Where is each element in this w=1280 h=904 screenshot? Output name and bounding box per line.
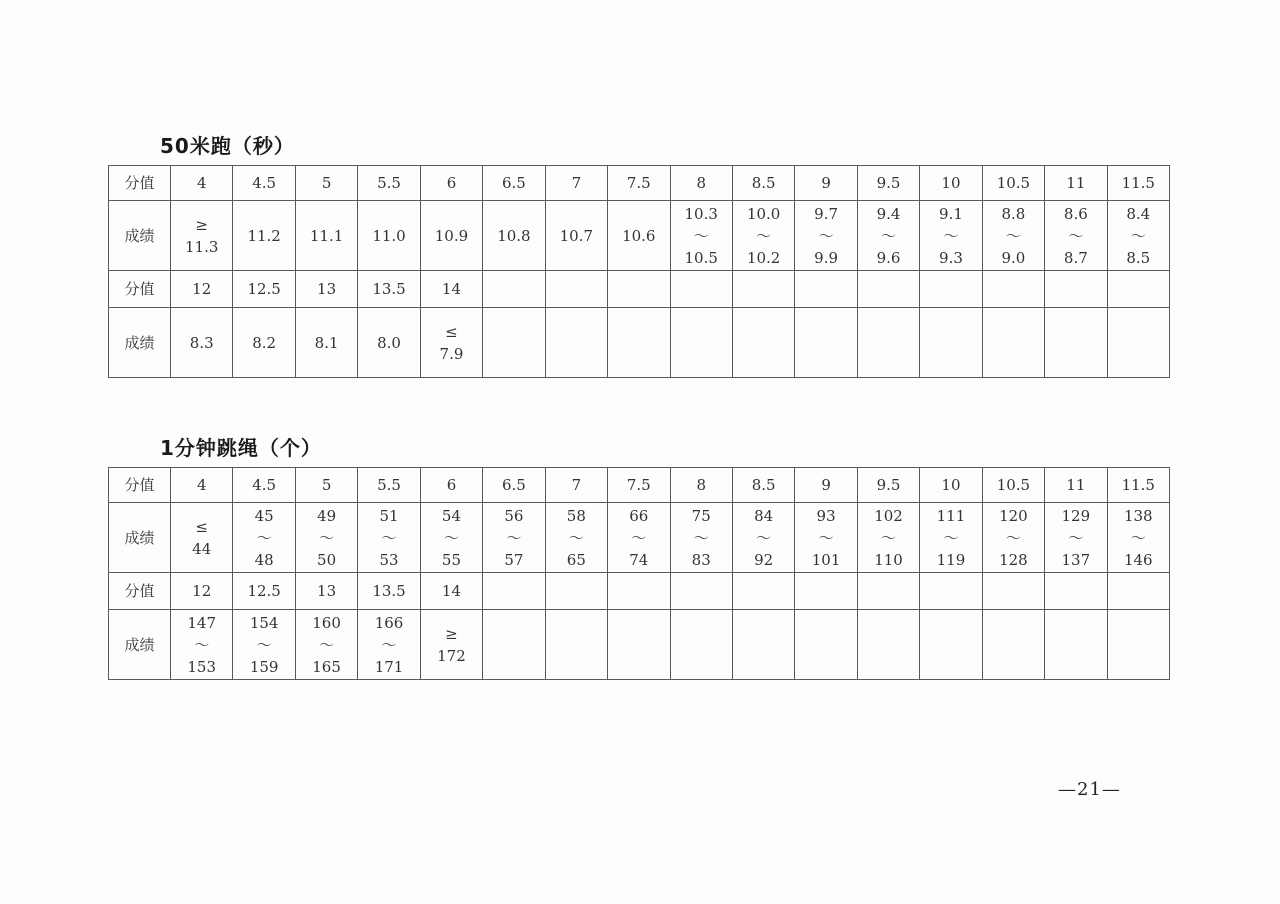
score-cell: 12.5 [233,271,295,308]
section-title-1min-rope-skipping: 1分钟跳绳（个） [160,436,322,460]
result-cell: 93 ～ 101 [795,503,857,573]
result-cell: 11.0 [358,201,420,271]
score-cell: 12.5 [233,573,295,610]
score-cell: 10.5 [982,166,1044,201]
score-cell [732,271,794,308]
score-cell: 11.5 [1107,468,1169,503]
result-cell [1045,610,1107,680]
score-cell [795,573,857,610]
score-cell: 8.5 [732,468,794,503]
row-label-result: 成绩 [109,201,171,271]
score-cell: 12 [171,573,233,610]
section-title-50m-run: 50米跑（秒） [160,134,295,158]
result-cell: 10.0 ～ 10.2 [732,201,794,271]
score-row [109,573,1170,610]
score-cell: 14 [420,573,482,610]
result-cell: 166 ～ 171 [358,610,420,680]
result-cell [982,308,1044,378]
result-cell: 154 ～ 159 [233,610,295,680]
result-row [109,503,1170,573]
score-cell: 9 [795,468,857,503]
score-cell: 8 [670,166,732,201]
result-cell [608,610,670,680]
result-cell [1107,610,1169,680]
result-cell: 160 ～ 165 [295,610,357,680]
score-cell [545,573,607,610]
result-cell: 8.0 [358,308,420,378]
result-cell [732,308,794,378]
score-cell [1107,573,1169,610]
score-cell [857,271,919,308]
score-row [109,468,1170,503]
result-cell: ≥ 172 [420,610,482,680]
result-cell [545,610,607,680]
result-cell: 66 ～ 74 [608,503,670,573]
result-cell [1045,308,1107,378]
score-cell: 13.5 [358,271,420,308]
score-cell [670,271,732,308]
score-cell [545,271,607,308]
score-cell [795,271,857,308]
result-cell: 84 ～ 92 [732,503,794,573]
result-cell: 11.2 [233,201,295,271]
result-cell: 49 ～ 50 [295,503,357,573]
score-cell: 9.5 [857,166,919,201]
score-cell [920,573,982,610]
result-cell: ≥ 11.3 [171,201,233,271]
score-cell: 11 [1045,468,1107,503]
score-cell [483,271,545,308]
result-cell: 102 ～ 110 [857,503,919,573]
score-cell: 4.5 [233,468,295,503]
row-label-score: 分值 [109,271,171,308]
row-label-result: 成绩 [109,610,171,680]
row-label-score: 分值 [109,573,171,610]
result-cell [982,610,1044,680]
result-cell: 8.4 ～ 8.5 [1107,201,1169,271]
result-cell [483,308,545,378]
score-cell: 10.5 [982,468,1044,503]
result-cell: ≤ 44 [171,503,233,573]
result-cell [795,308,857,378]
score-cell [982,271,1044,308]
result-cell [608,308,670,378]
score-cell: 12 [171,271,233,308]
score-cell: 13.5 [358,573,420,610]
result-cell: 10.3 ～ 10.5 [670,201,732,271]
score-cell: 7.5 [608,166,670,201]
score-cell: 6.5 [483,166,545,201]
result-cell: 10.6 [608,201,670,271]
score-cell [857,573,919,610]
score-cell: 5.5 [358,468,420,503]
score-cell: 14 [420,271,482,308]
result-row [109,201,1170,271]
score-cell: 7.5 [608,468,670,503]
result-cell [920,308,982,378]
score-cell: 8 [670,468,732,503]
result-row [109,610,1170,680]
result-cell: 8.2 [233,308,295,378]
score-cell: 4.5 [233,166,295,201]
score-cell [732,573,794,610]
score-cell: 9 [795,166,857,201]
row-label-score: 分值 [109,166,171,201]
result-cell: 120 ～ 128 [982,503,1044,573]
score-cell: 8.5 [732,166,794,201]
score-cell: 6.5 [483,468,545,503]
score-cell [1045,573,1107,610]
result-cell [483,610,545,680]
result-cell: 54 ～ 55 [420,503,482,573]
result-cell [670,610,732,680]
row-label-result: 成绩 [109,308,171,378]
result-cell: 129 ～ 137 [1045,503,1107,573]
score-cell [483,573,545,610]
score-cell: 10 [920,468,982,503]
score-cell: 11 [1045,166,1107,201]
result-cell: 8.3 [171,308,233,378]
result-cell: 75 ～ 83 [670,503,732,573]
result-cell [545,308,607,378]
score-cell [1107,271,1169,308]
result-cell: 58 ～ 65 [545,503,607,573]
score-cell: 13 [295,573,357,610]
result-row [109,308,1170,378]
score-cell: 5 [295,166,357,201]
score-table-rope-skipping [108,467,1170,680]
row-label-score: 分值 [109,468,171,503]
result-cell: 51 ～ 53 [358,503,420,573]
result-cell: 10.9 [420,201,482,271]
score-cell: 4 [171,468,233,503]
score-table-50m-run [108,165,1170,378]
result-cell: 111 ～ 119 [920,503,982,573]
score-cell: 5.5 [358,166,420,201]
score-cell [920,271,982,308]
result-cell: 9.1 ～ 9.3 [920,201,982,271]
result-cell: ≤ 7.9 [420,308,482,378]
result-cell [857,308,919,378]
result-cell: 8.8 ～ 9.0 [982,201,1044,271]
score-cell: 10 [920,166,982,201]
result-cell: 8.1 [295,308,357,378]
result-cell: 45 ～ 48 [233,503,295,573]
score-cell [1045,271,1107,308]
result-cell [920,610,982,680]
score-cell [670,573,732,610]
score-cell: 13 [295,271,357,308]
score-row [109,271,1170,308]
score-cell: 7 [545,166,607,201]
page-number: —21— [1058,779,1121,800]
result-cell: 9.4 ～ 9.6 [857,201,919,271]
result-cell [732,610,794,680]
result-cell: 56 ～ 57 [483,503,545,573]
result-cell [1107,308,1169,378]
result-cell [857,610,919,680]
score-cell [982,573,1044,610]
score-cell: 4 [171,166,233,201]
result-cell [795,610,857,680]
score-cell: 6 [420,166,482,201]
result-cell: 10.7 [545,201,607,271]
result-cell: 147 ～ 153 [171,610,233,680]
score-cell [608,573,670,610]
score-row [109,166,1170,201]
score-cell: 9.5 [857,468,919,503]
result-cell [670,308,732,378]
score-cell: 5 [295,468,357,503]
score-cell: 7 [545,468,607,503]
score-cell: 11.5 [1107,166,1169,201]
result-cell: 9.7 ～ 9.9 [795,201,857,271]
result-cell: 138 ～ 146 [1107,503,1169,573]
result-cell: 10.8 [483,201,545,271]
score-cell [608,271,670,308]
score-cell: 6 [420,468,482,503]
result-cell: 11.1 [295,201,357,271]
row-label-result: 成绩 [109,503,171,573]
result-cell: 8.6 ～ 8.7 [1045,201,1107,271]
